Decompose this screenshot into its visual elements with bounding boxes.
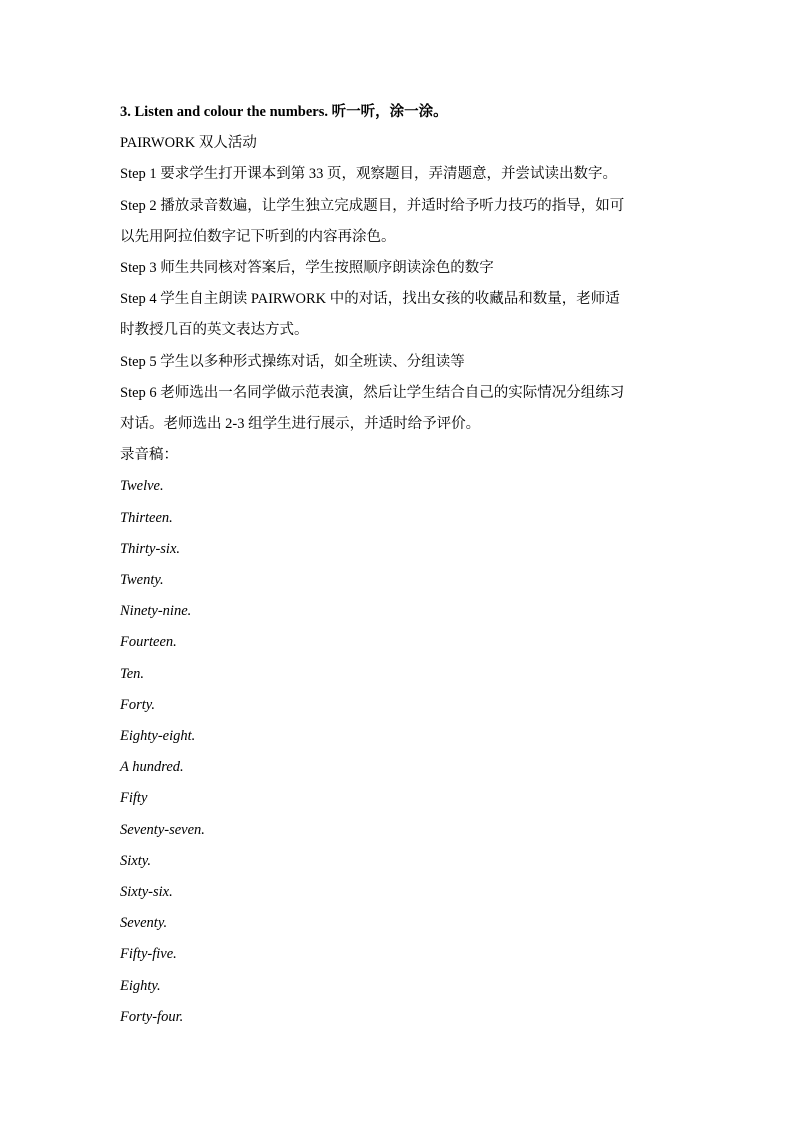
transcript-line: Forty-four. xyxy=(120,1008,184,1025)
steps-list xyxy=(120,159,680,440)
step-line: 对话。老师选出 2-3 组学生进行展示，并适时给予评价。 xyxy=(120,416,481,433)
step-line: Step 3 师生共同核对答案后，学生按照顺序朗读涂色的数字 xyxy=(120,260,494,277)
step-line: 时教授几百的英文表达方式。 xyxy=(120,322,309,339)
transcript-line: Fifty xyxy=(120,790,148,807)
step-line: Step 5 学生以多种形式操练对话，如全班读、分组读等 xyxy=(120,353,465,370)
transcript-line: Seventy-seven. xyxy=(120,821,205,838)
transcript-line: Forty. xyxy=(120,696,156,713)
transcript-line: Eighty-eight. xyxy=(120,728,196,745)
transcript-line: Thirty-six. xyxy=(120,540,181,557)
transcript-line: Ninety-nine. xyxy=(120,603,192,620)
transcript-line: A hundred. xyxy=(120,759,184,776)
transcript-line: Seventy. xyxy=(120,915,168,932)
transcript-line: Fifty-five. xyxy=(120,946,177,963)
transcript-line: Twenty. xyxy=(120,572,164,589)
pairwork-heading: PAIRWORK 双人活动 xyxy=(120,135,257,152)
transcript-label: 录音稿： xyxy=(120,447,178,464)
transcript-line: Eighty. xyxy=(120,977,161,994)
transcript-line: Sixty. xyxy=(120,852,152,869)
transcript-line: Sixty-six. xyxy=(120,884,173,901)
step-line: Step 4 学生自主朗读 PAIRWORK 中的对话，找出女孩的收藏品和数量，老师适 xyxy=(120,291,620,308)
transcript-line: Ten. xyxy=(120,665,145,682)
section-title: 3. Listen and colour the numbers. 听一听，涂一涂。 xyxy=(120,104,448,120)
transcript-line: Twelve. xyxy=(120,478,164,495)
step-line: Step 2 播放录音数遍，让学生独立完成题目，并适时给予听力技巧的指导，如可 xyxy=(120,197,625,214)
transcript-line: Fourteen. xyxy=(120,634,177,651)
step-line: Step 6 老师选出一名同学做示范表演，然后让学生结合自己的实际情况分组练习 xyxy=(120,384,625,401)
step-line: Step 1 要求学生打开课本到第 33 页，观察题目，弄清题意，并尝试读出数字。 xyxy=(120,166,618,183)
transcript-line: Thirteen. xyxy=(120,509,173,526)
step-line: 以先用阿拉伯数字记下听到的内容再涂色。 xyxy=(120,228,396,245)
transcript-list xyxy=(120,471,680,1033)
document-page xyxy=(120,97,680,1033)
